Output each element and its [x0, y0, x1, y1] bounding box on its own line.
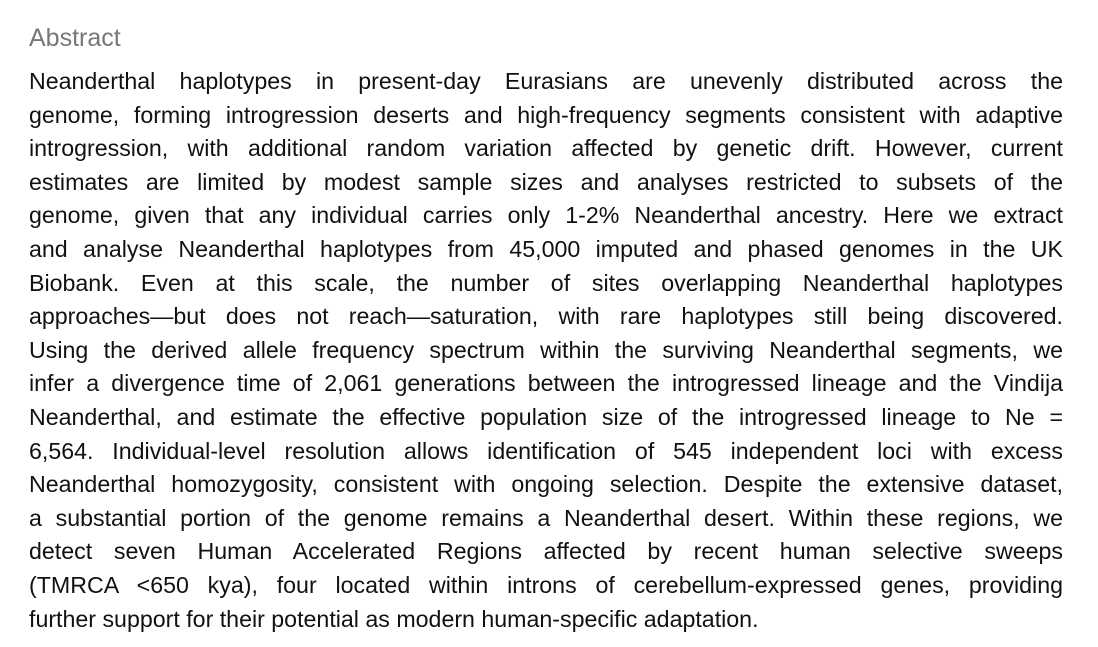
abstract-text — [29, 65, 1063, 636]
abstract-line: detect seven Human Accelerated Regions affected by recent human selective sweeps — [29, 538, 1063, 565]
abstract-heading: Abstract — [29, 24, 121, 52]
abstract-line: Neanderthal, and estimate the effective population size of the introgressed lineage to Ne = — [29, 403, 1063, 430]
abstract-line: further support for their potential as modern human-specific adaptation. — [29, 605, 759, 632]
abstract-line: 6,564. Individual-level resolution allows identification of 545 independent loci with excess — [29, 437, 1063, 464]
abstract-line: Using the derived allele frequency spectrum within the surviving Neanderthal segments, we — [29, 336, 1063, 363]
abstract-line: infer a divergence time of 2,061 generations between the introgressed lineage and the Vindija — [29, 370, 1063, 397]
abstract-line: genome, forming introgression deserts and high-frequency segments consistent with adaptive — [29, 101, 1063, 128]
abstract-line: a substantial portion of the genome remains a Neanderthal desert. Within these regions, we — [29, 504, 1063, 531]
abstract-section — [29, 22, 1063, 636]
abstract-line: approaches—but does not reach—saturation, with rare haplotypes still being discovered. — [29, 303, 1063, 330]
abstract-line: and analyse Neanderthal haplotypes from 45,000 imputed and phased genomes in the UK — [29, 235, 1063, 262]
abstract-line: Biobank. Even at this scale, the number of sites overlapping Neanderthal haplotypes — [29, 269, 1063, 296]
abstract-line: genome, given that any individual carries only 1-2% Neanderthal ancestry. Here we extract — [29, 202, 1063, 229]
abstract-line: (TMRCA <650 kya), four located within introns of cerebellum-expressed genes, providing — [29, 571, 1063, 598]
abstract-line: introgression, with additional random variation affected by genetic drift. However, current — [29, 135, 1063, 162]
abstract-line: Neanderthal haplotypes in present-day Eurasians are unevenly distributed across the — [29, 68, 1063, 94]
abstract-line: estimates are limited by modest sample sizes and analyses restricted to subsets of the — [29, 168, 1063, 195]
abstract-line: Neanderthal homozygosity, consistent with ongoing selection. Despite the extensive dataset, — [29, 471, 1063, 498]
